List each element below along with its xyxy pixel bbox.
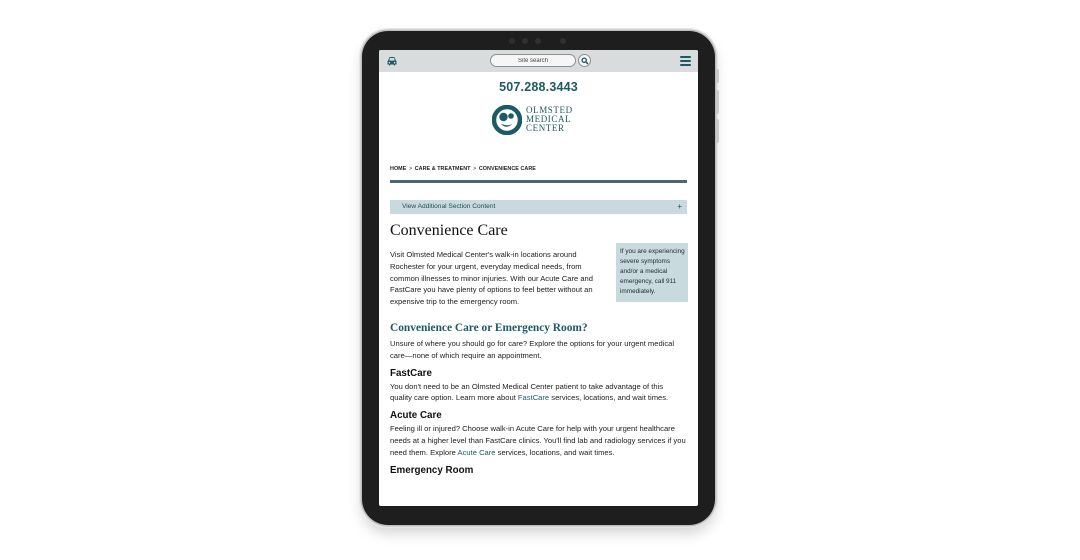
volume-button — [716, 119, 719, 143]
section-heading: Convenience Care or Emergency Room? — [390, 322, 588, 334]
tablet-device — [362, 31, 715, 525]
logo-line: CENTER — [526, 123, 565, 133]
site-search — [490, 54, 590, 68]
camera-lens — [560, 38, 566, 44]
camera-sensor — [522, 38, 528, 44]
breadcrumb — [390, 166, 687, 172]
page-title: Convenience Care — [390, 222, 508, 239]
intro-text: Visit Olmsted Medical Center's walk-in locations around Rochester for your urgent, everyday medical needs, from common illnesses to minor injuries. With our Acute Care and FastCare you have plenty of options to feel better without an expensive trip to the emergency room. — [390, 250, 594, 307]
acute-care-text-after: services, locations, and wait times. — [495, 447, 615, 457]
tablet-screen — [379, 50, 698, 506]
breadcrumb-home[interactable]: HOME — [390, 166, 407, 172]
camera-sensor — [535, 38, 541, 44]
search-icon — [581, 57, 589, 65]
section-content-toggle[interactable] — [390, 200, 687, 214]
breadcrumb-care-treatment[interactable]: CARE & TREATMENT — [414, 166, 471, 172]
logo-wordmark — [526, 106, 573, 133]
emergency-callout: If you are experiencing severe symptoms and/or a medical emergency, call 911 immediately. — [616, 243, 688, 302]
phone-number[interactable]: 507.288.3443 — [499, 80, 578, 94]
section-intro-text: Unsure of where you should go for care? Explore the options for your urgent medical care—none of which require an appointment. — [390, 339, 675, 360]
site-top-bar — [379, 50, 698, 72]
acute-care-text-before: Feeling ill or injured? Choose walk-in Acute Care for help with your urgent healthcare needs at a higher level than FastCare clinics. You'll find lab and radiology services if you need them. Explore — [390, 424, 686, 457]
acute-care-link[interactable]: Acute Care — [457, 447, 496, 457]
fastcare-text-after: services, locations, and wait times. — [549, 393, 669, 403]
intro-block — [390, 249, 687, 311]
breadcrumb-separator: > — [408, 166, 413, 172]
fastcare-link[interactable]: FastCare — [517, 393, 550, 403]
car-icon[interactable] — [386, 55, 398, 67]
section-toggle-label: View Additional Section Content — [402, 203, 496, 210]
breadcrumb-current: CONVENIENCE CARE — [478, 166, 536, 172]
volume-button — [716, 90, 719, 114]
fastcare-text-before: You don't need to be an Olmsted Medical Center patient to take advantage of this quality care option. Learn more about — [390, 381, 664, 403]
fastcare-heading: FastCare — [390, 367, 432, 379]
logo[interactable] — [379, 103, 698, 141]
logo-line: MEDICAL — [526, 114, 572, 124]
logo-line: OLMSTED — [526, 105, 573, 115]
search-button[interactable] — [578, 54, 591, 67]
acute-care-heading: Acute Care — [390, 410, 442, 422]
camera-sensor — [509, 38, 515, 44]
emergency-room-heading: Emergency Room — [390, 464, 474, 476]
acute-care-text — [390, 423, 687, 458]
olmsted-logo-mark-icon — [492, 105, 522, 135]
search-input[interactable] — [490, 54, 576, 67]
breadcrumb-separator: > — [473, 166, 477, 172]
volume-button — [716, 69, 719, 83]
header-divider — [390, 180, 687, 183]
hamburger-menu-icon[interactable] — [680, 56, 691, 66]
plus-icon: + — [677, 202, 682, 211]
fastcare-text — [390, 381, 687, 405]
